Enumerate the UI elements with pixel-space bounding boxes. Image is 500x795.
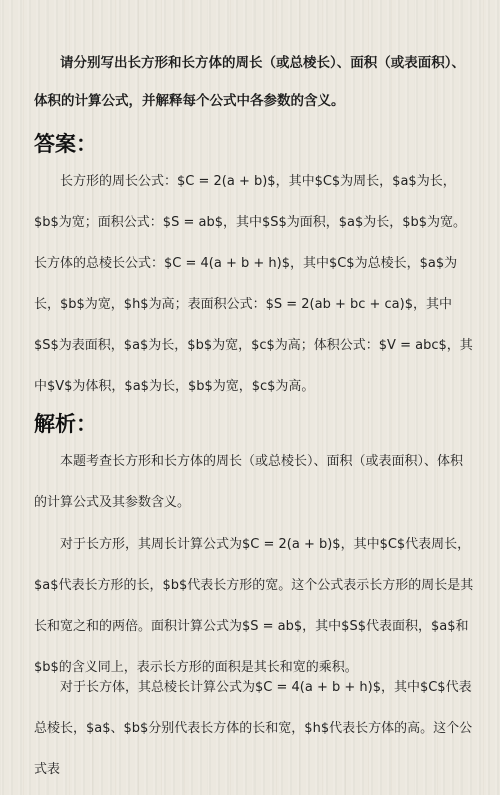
analysis-paragraph-1: 本题考查长方形和长方体的周长（或总棱长）、面积（或表面积）、体积的计算公式及其参数含义。 xyxy=(34,454,464,510)
question-text: 请分别写出长方形和长方体的周长（或总棱长）、面积（或表面积）、体积的计算公式，并解释每个公式中各参数的含义。 xyxy=(34,55,465,109)
analysis-paragraph-2: 对于长方形，其周长计算公式为$C = 2(a + b)$，其中$C$代表周长，$a$代表长方形的长，$b$代表长方形的宽。这个公式表示长方形的周长是其长和宽之和的两倍。面积计算公式为$S = ab$，其中$S$代表面积，$a$和$b$的含义同上，表示长方形的面积是其长和宽的乘积。 xyxy=(34,537,474,675)
answer-heading: 答案： xyxy=(34,132,97,156)
answer-paragraph: 长方形的周长公式：$C = 2(a + b)$，其中$C$为周长，$a$为长，$b$为宽；面积公式：$S = ab$，其中$S$为面积，$a$为长，$b$为宽。长方体的总棱长公式：$C = 4(a + b + h)$，其中$C$为总棱长，$a$为长，$b$为宽，$h$为高；表面积公式：$S = 2(ab + bc + ca)$，其中$S$为表面积，$a$为长，$b$为宽，$c$为高；体积公式：$V = abc$，其中$V$为体积，$a$为长，$b$为宽，$c$为高。 xyxy=(34,174,473,394)
analysis-heading: 解析： xyxy=(34,412,97,436)
analysis-paragraph-3: 对于长方体，其总棱长计算公式为$C = 4(a + b + h)$，其中$C$代表总棱长，$a$、$b$分别代表长方体的长和宽，$h$代表长方体的高。这个公式表 xyxy=(34,680,473,777)
